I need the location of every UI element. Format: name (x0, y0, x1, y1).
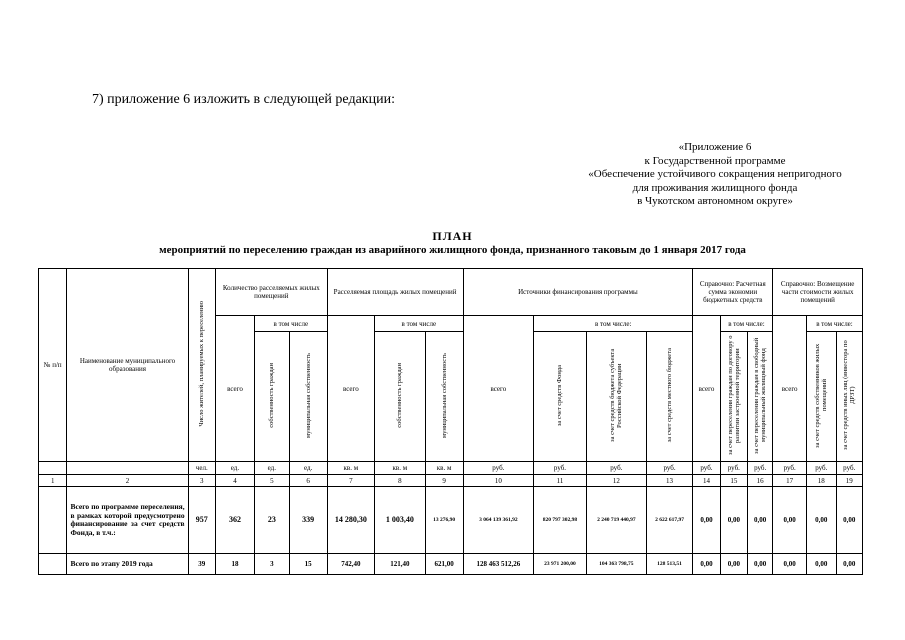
col-number: 15 (720, 475, 747, 487)
col-number: 7 (327, 475, 374, 487)
value-cell: 0,00 (836, 487, 863, 554)
value-cell: 0,00 (807, 487, 836, 554)
value-cell: 0,00 (693, 554, 720, 575)
unit-cell: руб. (807, 462, 836, 475)
appendix-header (520, 141, 905, 209)
col-number: 11 (534, 475, 587, 487)
value-cell: 2 240 719 440,97 (586, 487, 646, 554)
header-total: всего (773, 316, 807, 462)
value-cell: 0,00 (773, 487, 807, 554)
value-cell: 0,00 (693, 487, 720, 554)
unit-cell: ед. (215, 462, 254, 475)
value-cell: 14 280,30 (327, 487, 374, 554)
table-row (39, 487, 863, 554)
value-cell: 339 (289, 487, 327, 554)
appendix-line: к Государственной программе (644, 154, 786, 167)
value-cell: 957 (188, 487, 215, 554)
header-total: всего (327, 316, 374, 462)
value-cell: 820 797 302,98 (534, 487, 587, 554)
col-number: 18 (807, 475, 836, 487)
col-number: 5 (254, 475, 289, 487)
value-cell: 128 513,51 (646, 554, 692, 575)
unit-cell: кв. м (327, 462, 374, 475)
col-number: 13 (646, 475, 692, 487)
unit-cell: ед. (254, 462, 289, 475)
col-number: 1 (39, 475, 67, 487)
row-name: Всего по программе переселения, в рамках которой предусмотрено финансирование за счет средств Фонда, в т.ч.: (67, 487, 188, 554)
col-number: 4 (215, 475, 254, 487)
col-number: 8 (375, 475, 426, 487)
header-fund: за счет средств Фонда (534, 332, 587, 462)
header-area: Расселяемая площадь жилых помещений (327, 269, 463, 316)
col-number: 2 (67, 475, 188, 487)
header-econ-b: за счет переселения граждан в свободный муниципальный жилищный фонд (748, 332, 773, 462)
header-incl: в том числе: (534, 316, 693, 332)
unit-cell: руб. (586, 462, 646, 475)
value-cell: 362 (215, 487, 254, 554)
value-cell: 15 (289, 554, 327, 575)
value-cell: 13 276,90 (425, 487, 463, 554)
header-region-budget: за счет средств бюджета субъекта Российской Федерации (586, 332, 646, 462)
col-number: 12 (586, 475, 646, 487)
intro-text: 7) приложение 6 изложить в следующей редакции: (92, 92, 395, 107)
header-sources: Источники финансирования программы (463, 269, 693, 316)
col-number: 17 (773, 475, 807, 487)
plan-table (38, 268, 863, 575)
value-cell: 3 064 139 361,92 (463, 487, 534, 554)
header-total: всего (693, 316, 720, 462)
header-own-citizens: собственность граждан (375, 332, 426, 462)
plan-subtitle: мероприятий по переселению граждан из аварийного жилищного фонда, признанного таковым до 1 января 2017 года (159, 244, 746, 256)
col-number: 19 (836, 475, 863, 487)
unit-cell: руб. (748, 462, 773, 475)
unit-cell: руб. (720, 462, 747, 475)
appendix-line: для проживания жилищного фонда (632, 181, 798, 194)
value-cell: 742,40 (327, 554, 374, 575)
unit-cell: кв. м (425, 462, 463, 475)
col-number: 16 (748, 475, 773, 487)
appendix-line: «Обеспечение устойчивого сокращения непригодного (588, 168, 842, 180)
column-numbers-row (39, 475, 863, 487)
value-cell: 0,00 (720, 554, 747, 575)
col-number: 14 (693, 475, 720, 487)
header-comp-a: за счет средств собственников жилых помещений (807, 332, 836, 462)
value-cell: 121,40 (375, 554, 426, 575)
value-cell: 3 (254, 554, 289, 575)
header-incl: в том числе (375, 316, 464, 332)
value-cell: 0,00 (748, 554, 773, 575)
unit-cell: руб. (773, 462, 807, 475)
unit-cell: ед. (289, 462, 327, 475)
col-number: 9 (425, 475, 463, 487)
appendix-line: в Чукотском автономном округе» (637, 195, 793, 207)
value-cell: 128 463 512,26 (463, 554, 534, 575)
table-row (39, 554, 863, 575)
unit-cell: руб. (836, 462, 863, 475)
unit-cell: кв. м (375, 462, 426, 475)
header-municipal: муниципальная собственность (289, 332, 327, 462)
value-cell: 1 003,40 (375, 487, 426, 554)
row-name: Всего по этапу 2019 года (67, 554, 188, 575)
header-total: всего (463, 316, 534, 462)
header-economy: Справочно: Расчетная сумма экономии бюджетных средств (693, 269, 773, 316)
value-cell: 0,00 (836, 554, 863, 575)
header-incl: в том числе (254, 316, 327, 332)
value-cell: 0,00 (773, 554, 807, 575)
value-cell: 621,00 (425, 554, 463, 575)
units-row (39, 462, 863, 475)
header-total: всего (215, 316, 254, 462)
appendix-line: «Приложение 6 (678, 141, 752, 153)
header-num: № п/п (39, 269, 67, 462)
value-cell: 18 (215, 554, 254, 575)
value-cell: 39 (188, 554, 215, 575)
header-residents: Число жителей, планируемых к переселению (188, 269, 215, 462)
header-name: Наименование муниципального образования (67, 269, 188, 462)
value-cell: 0,00 (807, 554, 836, 575)
unit-cell: руб. (463, 462, 534, 475)
value-cell: 23 971 200,00 (534, 554, 587, 575)
header-rooms: Количество расселяемых жилых помещений (215, 269, 327, 316)
value-cell: 2 622 617,97 (646, 487, 692, 554)
header-own-citizens: собственность граждан (254, 332, 289, 462)
col-number: 10 (463, 475, 534, 487)
unit-cell: чел. (188, 462, 215, 475)
unit-cell: руб. (534, 462, 587, 475)
header-incl: в том числе: (720, 316, 773, 332)
header-local-budget: за счет средств местного бюджета (646, 332, 692, 462)
unit-cell: руб. (693, 462, 720, 475)
value-cell: 23 (254, 487, 289, 554)
value-cell: 0,00 (748, 487, 773, 554)
header-econ-a: за счет переселения граждан по договору о развитии застроенной территории (720, 332, 747, 462)
col-number: 3 (188, 475, 215, 487)
col-number: 6 (289, 475, 327, 487)
value-cell: 0,00 (720, 487, 747, 554)
header-comp-b: за счет средств иных лиц (инвестора по ДРЗТ) (836, 332, 863, 462)
plan-title: ПЛАН (432, 229, 473, 243)
header-incl: в том числе: (807, 316, 863, 332)
value-cell: 104 363 798,75 (586, 554, 646, 575)
unit-cell: руб. (646, 462, 692, 475)
header-compensation: Справочно: Возмещение части стоимости жилых помещений (773, 269, 863, 316)
header-municipal: муниципальная собственность (425, 332, 463, 462)
